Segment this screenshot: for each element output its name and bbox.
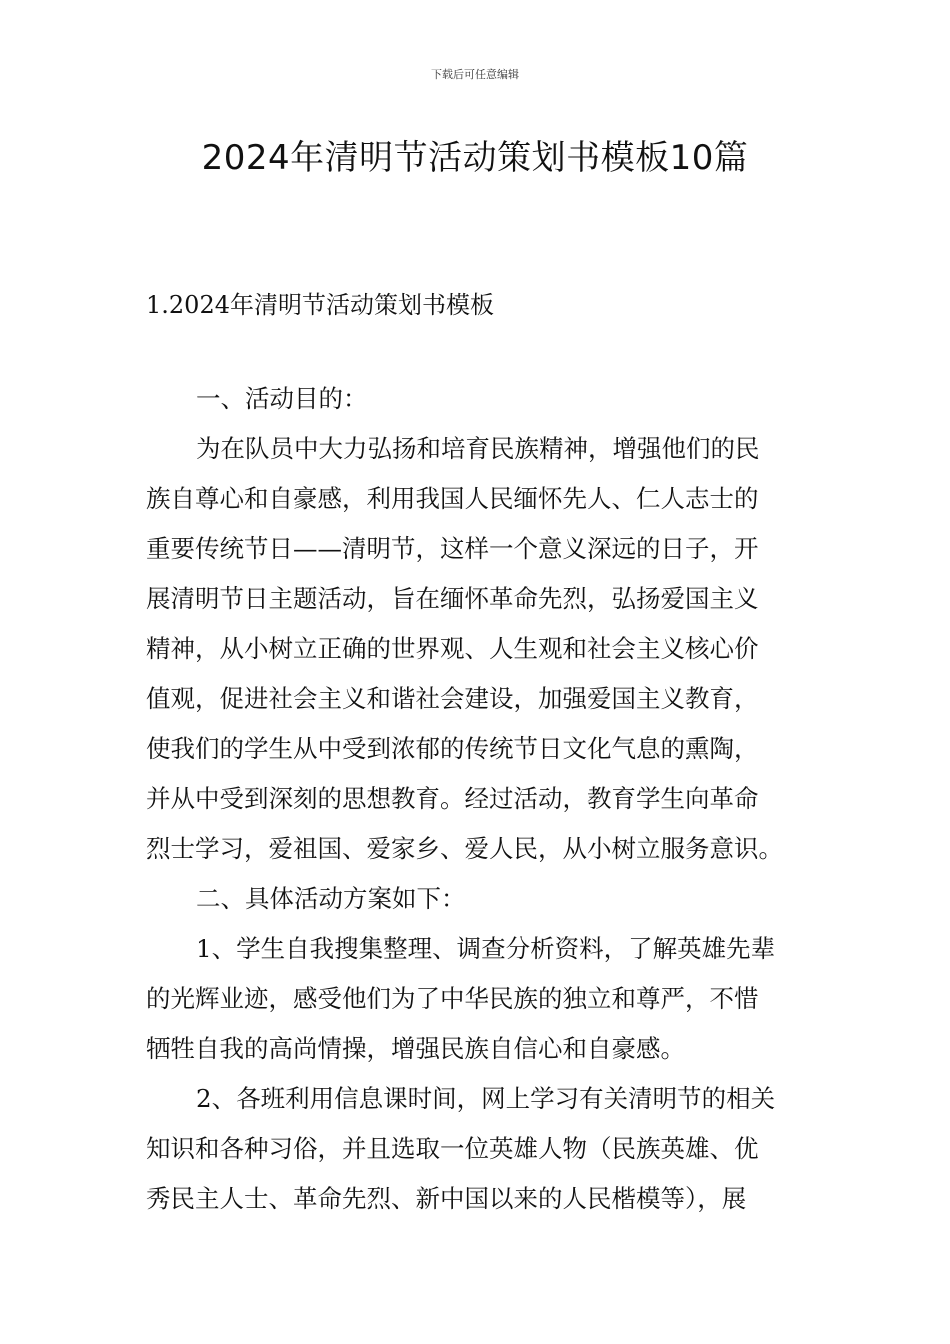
paragraph-line: 秀民主人士、革命先烈、新中国以来的人民楷模等），展 (146, 1184, 747, 1213)
heading-activity-purpose: 一、活动目的： (196, 384, 368, 413)
paragraph-line: 展清明节日主题活动，旨在缅怀革命先烈，弘扬爱国主义 (146, 584, 759, 613)
document-title: 2024年清明节活动策划书模板10篇 (201, 138, 749, 178)
paragraph-line: 使我们的学生从中受到浓郁的传统节日文化气息的熏陶， (146, 734, 759, 763)
paragraph-line: 族自尊心和自豪感，利用我国人民缅怀先人、仁人志士的 (146, 484, 759, 513)
paragraph-line: 为在队员中大力弘扬和培育民族精神，增强他们的民 (196, 434, 760, 463)
paragraph-line: 重要传统节日——清明节，这样一个意义深远的日子，开 (146, 534, 759, 563)
paragraph-line: 的光辉业迹，感受他们为了中华民族的独立和尊严，不惜 (146, 984, 759, 1013)
paragraph-line: 牺牲自我的高尚情操，增强民族自信心和自豪感。 (146, 1034, 685, 1063)
paragraph-line: 值观，促进社会主义和谐社会建设，加强爱国主义教育， (146, 684, 759, 713)
header-note: 下载后可任意编辑 (431, 68, 519, 81)
paragraph-line: 并从中受到深刻的思想教育。经过活动，教育学生向革命 (146, 784, 759, 813)
paragraph-line: 烈士学习，爱祖国、爱家乡、爱人民，从小树立服务意识。 (146, 834, 783, 863)
paragraph-line: 2、各班利用信息课时间，网上学习有关清明节的相关 (196, 1084, 776, 1113)
body-text (146, 374, 808, 1224)
paragraph-line: 知识和各种习俗，并且选取一位英雄人物（民族英雄、优 (146, 1134, 759, 1163)
paragraph-line: 1、学生自我搜集整理、调查分析资料，了解英雄先辈 (196, 934, 776, 963)
heading-activity-plan: 二、具体活动方案如下： (196, 884, 466, 913)
paragraph-line: 精神，从小树立正确的世界观、人生观和社会主义核心价 (146, 634, 759, 663)
section-title: 1.2024年清明节活动策划书模板 (146, 291, 494, 319)
